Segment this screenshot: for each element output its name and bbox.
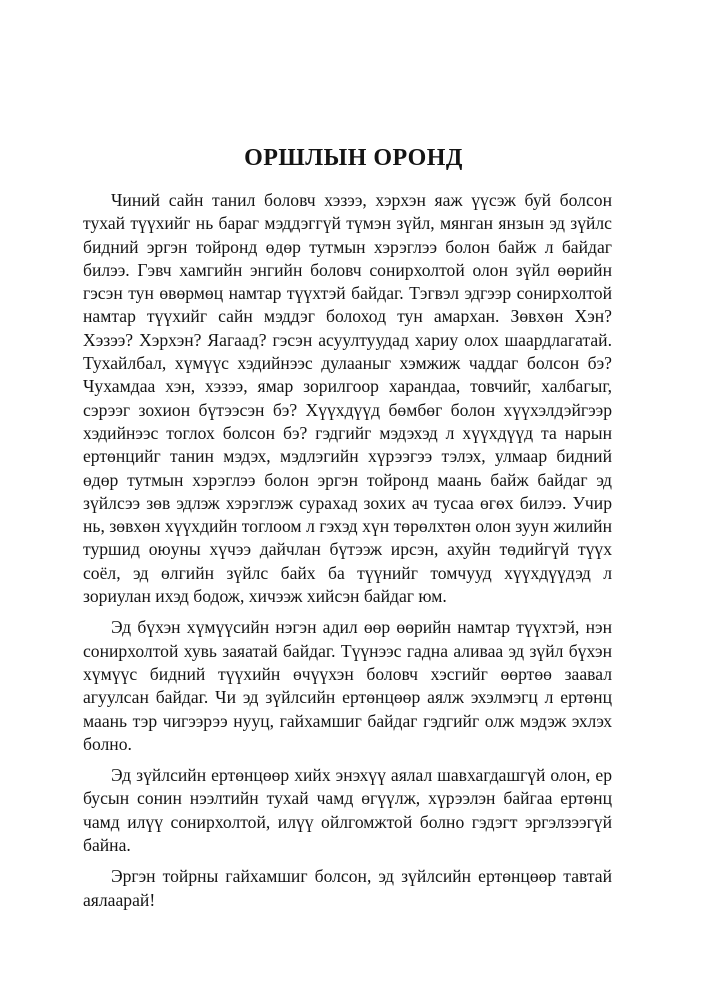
paragraph-3: Эд зүйлсийн ертөнцөөр хийх энэхүү аялал шавхагдашгүй олон, ер бусын сонин нээлтийн тухай чамд өгүүлж, хүрээлэн байгаа ертөнц чамд илүү сонирхолтой, илүү ойлгомжтой болно гэдэгт эргэлзээгүй байна. — [83, 765, 612, 856]
document-page — [83, 141, 612, 920]
paragraph-4: Эргэн тойрны гайхамшиг болсон, эд зүйлсийн ертөнцөөр тавтай аялаарай! — [83, 866, 612, 910]
page-title: ОРШЛЫН ОРОНД — [244, 145, 463, 171]
paragraph-2: Эд бүхэн хүмүүсийн нэгэн адил өөр өөрийн намтар түүхтэй, нэн сонирхолтой хувь заяатай байдаг. Түүнээс гадна аливаа эд зүйл бүхэн хүмүүс бидний түүхийн өчүүхэн боловч хэсгийг өөртөө заавал агуулсан байдаг. Чи эд зүйлсийн ертөнцөөр аялж эхэлмэгц л ертөнц маань тэр чигээрээ нууц, гайхамшиг байдаг гэдгийг олж мэдэж эхлэх болно. — [83, 617, 612, 754]
paragraph-1: Чиний сайн танил боловч хэзээ, хэрхэн яаж үүсэж буй болсон тухай түүхийг нь бараг мэддэггүй түмэн зүйл, мянган янзын эд зүйлс бидний эргэн тойронд өдөр тутмын хэрэглээ болон байж л байдаг билээ. Гэвч хамгийн энгийн боловч сонирхолтой олон зүйл өөрийн гэсэн тун өвөрмөц намтар түүхтэй байдаг. Тэгвэл эдгээр сонирхолтой намтар түүхийг сайн мэддэг болоход тун амархан. Зөвхөн Хэн? Хэзээ? Хэрхэн? Яагаад? гэсэн асуултуудад хариу олох шаардлагатай. Тухайлбал, хүмүүс хэдийнээс дулааныг хэмжиж чаддаг болсон бэ? Чухамдаа хэн, хэзээ, ямар зорилгоор харандаа, товчийг, халбагыг, сэрээг зохион бүтээсэн бэ? Хүүхдүүд бөмбөг болон хүүхэлдэйгээр хэдийнээс тоглох болсон бэ? гэдгийг мэдэхэд л хүүхдүүд та нарын ертөнцийг танин мэдэх, мэдлэгийн хүрээгээ тэлэх, улмаар бидний өдөр тутмын хэрэглээ болон эргэн тойронд маань байж байдаг эд зүйлсээ зөв эдлэж хэрэглэж сурахад зохих ач тусаа өгөх билээ. Учир нь, зөвхөн хүүхдийн тоглоом л гэхэд хүн төрөлхтөн олон зуун жилийн туршид оюуны хүчээ дайчлан бүтээж ирсэн, ахуйн төдийгүй түүх соёл, эд өлгийн зүйлс байх ба түүнийг томчууд хүүхдүүдэд л зориулан ихэд бодож, хичээж хийсэн байдаг юм. — [83, 190, 612, 607]
